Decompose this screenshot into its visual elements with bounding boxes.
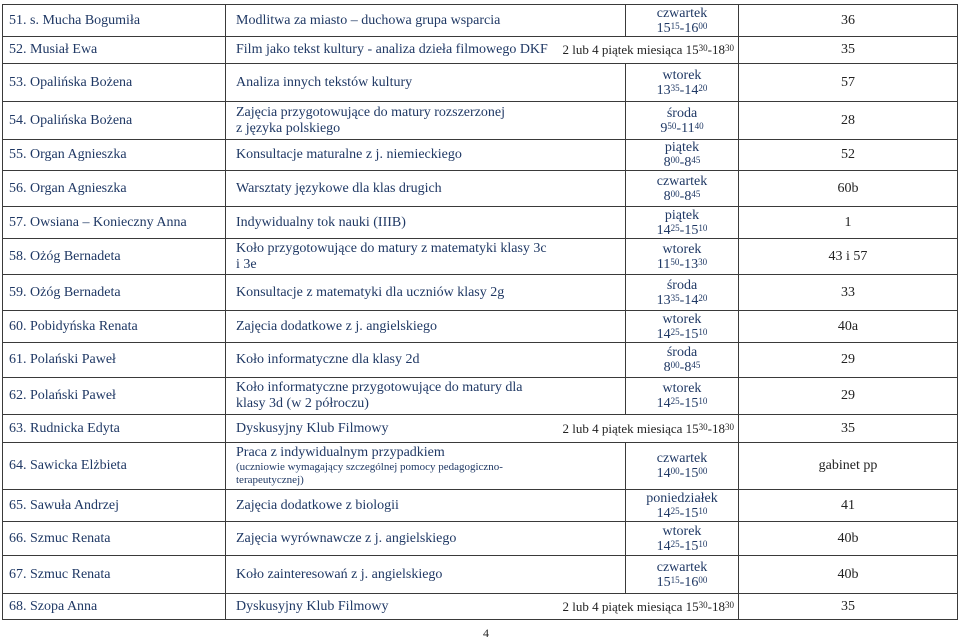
activity-cell: Warsztaty językowe dla klas drugich — [225, 171, 625, 206]
time-cell: piątek $14^{25}-15^{10}$ — [625, 207, 738, 238]
room-cell: 43 i 57 — [738, 239, 958, 274]
teacher-cell: 54. Opalińska Bożena — [2, 102, 225, 139]
time-cell: wtorek $13^{35}-14^{20}$ — [625, 64, 738, 101]
room-cell: 29 — [738, 378, 958, 414]
activity-cell: Modlitwa za miasto – duchowa grupa wsparcia — [225, 5, 625, 36]
time-cell: środa $9^{50}-11^{40}$ — [625, 102, 738, 139]
teacher-cell: 64. Sawicka Elżbieta — [2, 443, 225, 489]
room-cell: 35 — [738, 594, 958, 619]
teacher-cell: 51. s. Mucha Bogumiła — [2, 5, 225, 36]
teacher-cell: 60. Pobidyńska Renata — [2, 311, 225, 342]
table-row — [2, 63, 958, 101]
time-cell: poniedziałek $14^{25}-15^{10}$ — [625, 490, 738, 521]
activity-cell: Koło informatyczne dla klasy 2d — [225, 343, 625, 377]
activity-cell: Koło informatyczne przygotowujące do matury dla klasy 3d (w 2 półroczu) — [225, 378, 625, 414]
table-row — [2, 593, 958, 620]
table-row — [2, 101, 958, 139]
teacher-cell: 63. Rudnicka Edyta — [2, 415, 225, 442]
time-cell: wtorek $14^{25}-15^{10}$ — [625, 522, 738, 555]
teacher-cell: 62. Polański Paweł — [2, 378, 225, 414]
table-row — [2, 555, 958, 593]
table-row — [2, 206, 958, 238]
page-number: 4 — [483, 626, 489, 640]
room-cell: 35 — [738, 37, 958, 63]
table-row — [2, 342, 958, 377]
activity-cell: Koło zainteresowań z j. angielskiego — [225, 556, 625, 593]
table-row — [2, 4, 958, 36]
room-cell: 40b — [738, 522, 958, 555]
room-cell: 57 — [738, 64, 958, 101]
teacher-cell: 66. Szmuc Renata — [2, 522, 225, 555]
table-row — [2, 489, 958, 521]
table-row — [2, 521, 958, 555]
schedule-text: 2 lub 4 piątek miesiąca 15 $^{30}$ -18 $^{30}$ — [562, 42, 734, 57]
teacher-cell: 53. Opalińska Bożena — [2, 64, 225, 101]
room-cell: 1 — [738, 207, 958, 238]
time-cell: czwartek $15^{15}-16^{00}$ — [625, 5, 738, 36]
time-cell: czwartek $15^{15}-16^{00}$ — [625, 556, 738, 593]
teacher-cell: 68. Szopa Anna — [2, 594, 225, 619]
activity-cell: Analiza innych tekstów kultury — [225, 64, 625, 101]
room-cell: 41 — [738, 490, 958, 521]
teacher-cell: 65. Sawuła Andrzej — [2, 490, 225, 521]
room-cell: 29 — [738, 343, 958, 377]
activity-cell: Zajęcia przygotowujące do matury rozszerzonej z języka polskiego — [225, 102, 625, 139]
schedule-text: 2 lub 4 piątek miesiąca 15 $^{30}$ -18 $^{30}$ — [562, 420, 734, 436]
activity-cell: Zajęcia dodatkowe z biologii — [225, 490, 625, 521]
room-cell: 33 — [738, 275, 958, 310]
teacher-cell: 52. Musiał Ewa — [2, 37, 225, 63]
teacher-cell: 59. Ożóg Bernadeta — [2, 275, 225, 310]
activity-cell: Konsultacje z matematyki dla uczniów klasy 2g — [225, 275, 625, 310]
room-cell: 40b — [738, 556, 958, 593]
table-row — [2, 442, 958, 489]
room-cell: 36 — [738, 5, 958, 36]
teacher-cell: 61. Polański Paweł — [2, 343, 225, 377]
time-cell: środa $8^{00}-8^{45}$ — [625, 343, 738, 377]
time-cell: wtorek $14^{25}-15^{10}$ — [625, 311, 738, 342]
schedule-text: 2 lub 4 piątek miesiąca 15 $^{30}$ -18 $^{30}$ — [562, 598, 734, 614]
room-cell: 35 — [738, 415, 958, 442]
table-row — [2, 274, 958, 310]
room-cell: 40a — [738, 311, 958, 342]
activity-cell: Zajęcia dodatkowe z j. angielskiego — [225, 311, 625, 342]
activity-cell: Konsultacje maturalne z j. niemieckiego — [225, 140, 625, 170]
time-cell: wtorek $14^{25}-15^{10}$ — [625, 378, 738, 414]
activity-cell: Film jako tekst kultury - analiza dzieła filmowego DKF 2 lub 4 piątek miesiąca 15 $^{30}$ -18 $^{30}$ — [225, 37, 738, 63]
time-cell: czwartek $14^{00}-15^{00}$ — [625, 443, 738, 489]
activity-cell: Dyskusyjny Klub Filmowy 2 lub 4 piątek miesiąca 15 $^{30}$ -18 $^{30}$ — [225, 415, 738, 442]
table-row — [2, 238, 958, 274]
time-cell: wtorek $11^{50}-13^{30}$ — [625, 239, 738, 274]
room-cell: gabinet pp — [738, 443, 958, 489]
table-row — [2, 36, 958, 63]
room-cell: 60b — [738, 171, 958, 206]
table-row — [2, 377, 958, 414]
room-cell: 28 — [738, 102, 958, 139]
time-cell: piątek $8^{00}-8^{45}$ — [625, 140, 738, 170]
time-cell: środa $13^{35}-14^{20}$ — [625, 275, 738, 310]
activity-cell: Indywidualny tok nauki (IIIB) — [225, 207, 625, 238]
activity-cell: Dyskusyjny Klub Filmowy 2 lub 4 piątek miesiąca 15 $^{30}$ -18 $^{30}$ — [225, 594, 738, 619]
teacher-cell: 58. Ożóg Bernadeta — [2, 239, 225, 274]
time-cell: czwartek $8^{00}-8^{45}$ — [625, 171, 738, 206]
activity-cell: Koło przygotowujące do matury z matematyki klasy 3c i 3e — [225, 239, 625, 274]
teacher-cell: 56. Organ Agnieszka — [2, 171, 225, 206]
activity-cell: Praca z indywidualnym przypadkiem (uczniowie wymagający szczególnej pomocy pedagogiczno- terapeutycznej) — [225, 443, 625, 489]
room-cell: 52 — [738, 140, 958, 170]
teacher-cell: 55. Organ Agnieszka — [2, 140, 225, 170]
teacher-cell: 67. Szmuc Renata — [2, 556, 225, 593]
table-row — [2, 170, 958, 206]
teacher-cell: 57. Owsiana – Konieczny Anna — [2, 207, 225, 238]
table-row — [2, 414, 958, 442]
table-row — [2, 310, 958, 342]
activity-cell: Zajęcia wyrównawcze z j. angielskiego — [225, 522, 625, 555]
table-row — [2, 139, 958, 170]
